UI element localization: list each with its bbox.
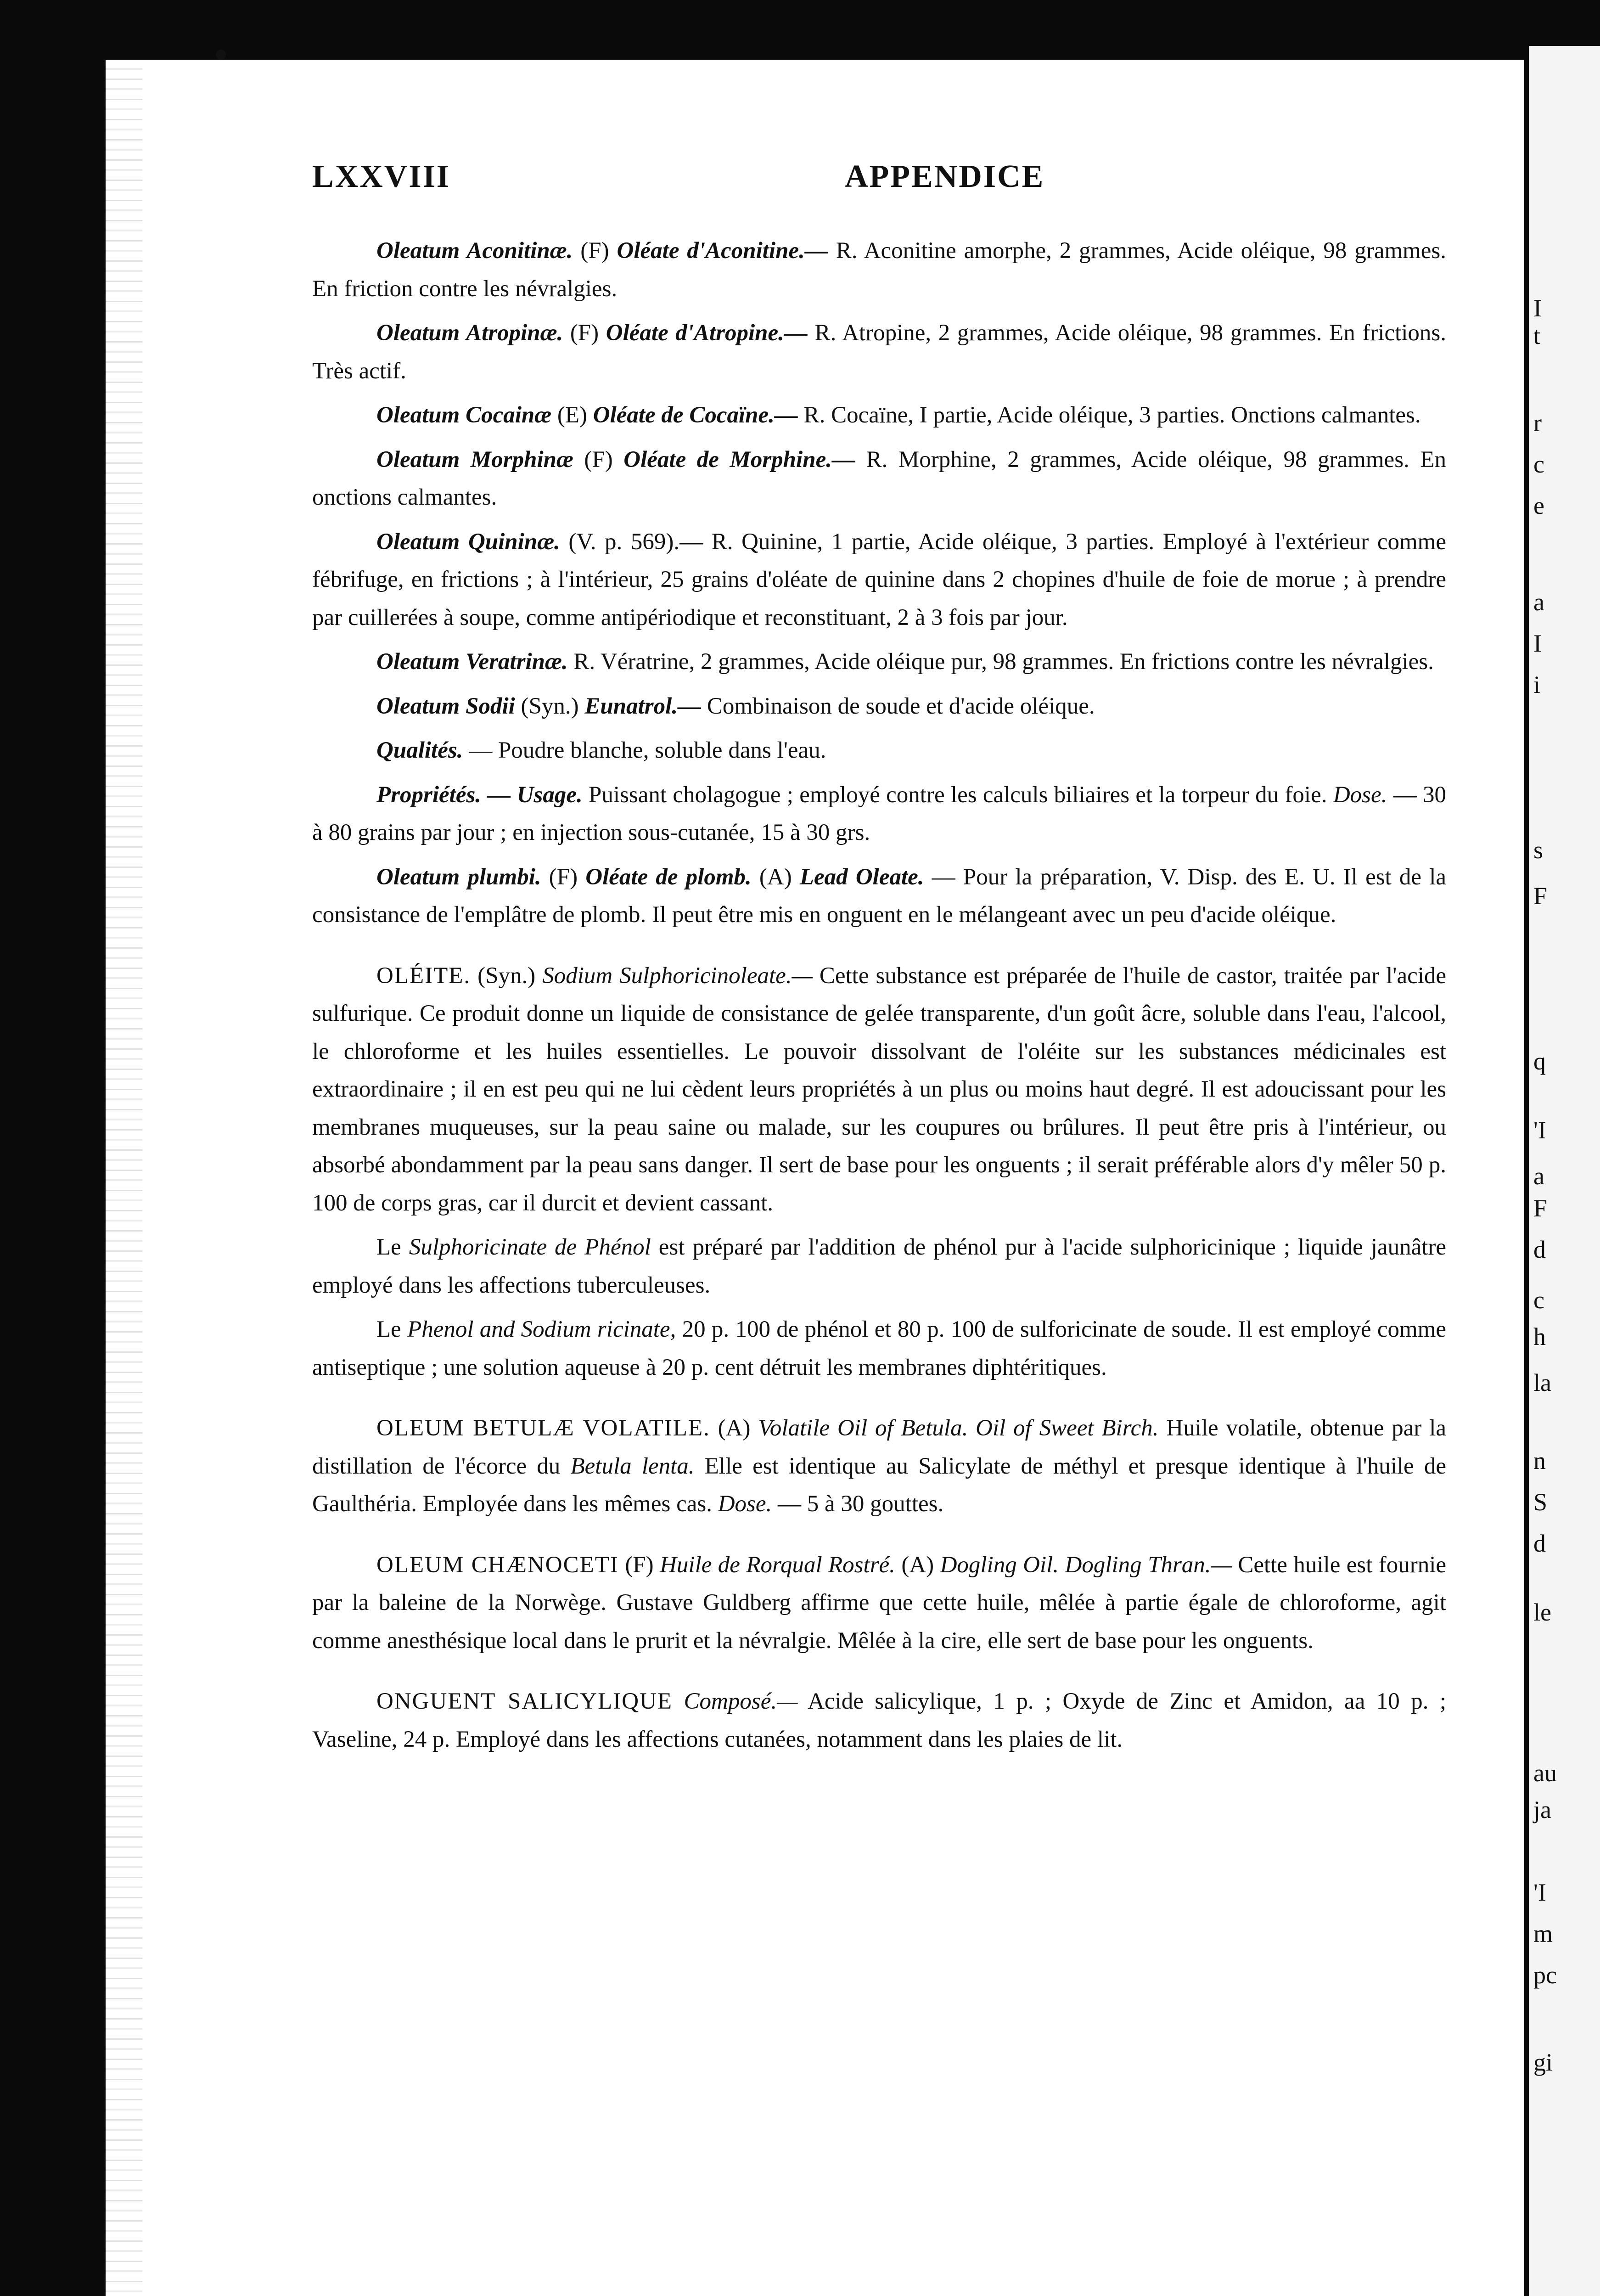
- entry-name: Oleatum Atropinæ.: [376, 320, 563, 346]
- facing-page-glyph: h: [1533, 1323, 1546, 1351]
- entry-code: (F): [584, 446, 613, 473]
- facing-page-glyph: n: [1533, 1447, 1546, 1474]
- entry-text: R. Atropine, 2 grammes, Acide oléique, 98 grammes. En frictions. Très actif.: [312, 320, 1447, 384]
- entry-text-continued: Elle est identique au Salicylate de méthyl et presque identique à l'huile de Gaulthéria. Employée dans les mêmes cas.: [312, 1453, 1447, 1517]
- entry-oleatum-atropinae: [312, 314, 1446, 390]
- facing-page-glyph: r: [1533, 409, 1542, 437]
- facing-page-glyph: 'I: [1533, 1116, 1546, 1144]
- entry-oleum-betulae: [312, 1409, 1446, 1523]
- facing-page-glyph: a: [1533, 588, 1544, 616]
- entry-name: OLÉITE.: [376, 962, 471, 989]
- entry-botanical-name: Betula lenta.: [570, 1453, 695, 1479]
- entry-text: R. Cocaïne, I partie, Acide oléique, 3 parties. Onctions calmantes.: [803, 402, 1421, 428]
- facing-page-glyph: s: [1533, 836, 1544, 864]
- entry-name: ONGUENT SALICYLIQUE: [376, 1688, 673, 1714]
- running-title: APPENDICE: [845, 159, 1045, 194]
- facing-page-glyph: I: [1533, 294, 1542, 322]
- entry-text: R. Vératrine, 2 grammes, Acide oléique pur, 98 grammes. En frictions contre les névralgies.: [573, 649, 1434, 675]
- entry-text: Cette substance est préparée de l'huile de castor, traitée par l'acide sulfurique. Ce produit donne un liquide de consistance de gelée transparente, d'un goût âcre, soluble dans l'eau, l'alcool, le chloroforme et les huiles essentielles. Le pouvoir dissolvant de l'oléite sur les substances médicinales est extraordinaire ; il en est peu qui ne lui cèdent leurs propriétés à un plus ou moins haut degré. Il est adoucissant pour les membranes muqueuses, sur la peau saine ou malade, sur les coupures ou brûlures. Il peut être pris à l'intérieur, ou absorbé abondamment par la peau sans danger. Il sert de base pour les onguents ; il serait préférable alors d'y mêler 50 p. 100 de corps gras, car il durcit et devient cassant.: [312, 962, 1447, 1216]
- facing-page-glyph: 'I: [1533, 1879, 1546, 1906]
- entry-code: (F): [549, 864, 578, 890]
- facing-page-glyph: a: [1533, 1162, 1544, 1190]
- facing-page-glyph: q: [1533, 1047, 1546, 1075]
- facing-page-glyph: ja: [1533, 1796, 1551, 1823]
- facing-page-glyph: c: [1533, 1286, 1544, 1314]
- entry-synonym: Sodium Sulphoricinoleate.—: [542, 962, 813, 989]
- entry-name: Oleatum Morphinæ: [376, 446, 573, 473]
- ink-dot: [216, 50, 226, 60]
- dose-label: Dose.: [718, 1491, 772, 1517]
- entry-french-name: Oléate d'Atropine.—: [606, 320, 808, 346]
- dose-text: — 30 à 80 grains par jour ; en injection sous-cutanée, 15 à 30 grs.: [312, 782, 1447, 845]
- facing-page-glyph: d: [1533, 1530, 1546, 1557]
- entry-french-name: Oléate de Cocaïne.—: [593, 402, 798, 428]
- entry-code-english: (A): [901, 1552, 934, 1578]
- entry-lead: Le: [376, 1234, 401, 1260]
- facing-page-glyph: au: [1533, 1759, 1557, 1787]
- entry-oleatum-cocainae: [312, 396, 1446, 434]
- entry-english-name: Lead Oleate.: [799, 864, 924, 890]
- entry-name: Qualités.: [376, 737, 463, 763]
- entry-name: Oleatum Aconitinæ.: [376, 238, 573, 264]
- entry-text: Combinaison de soude et d'acide oléique.: [707, 693, 1095, 719]
- entry-text: R. Quinine, 1 partie, Acide oléique, 3 parties. Employé à l'extérieur comme fébrifuge, en frictions ; à l'intérieur, 25 grains d'oléate de quinine dans 2 chopines d'huile de foie de morue ; à prendre par cuillerées à soupe, comme antipériodique et reconstituant, 2 à 3 fois par jour.: [312, 529, 1446, 630]
- entry-name: OLEUM CHÆNOCETI: [376, 1552, 619, 1578]
- facing-page-glyph: pc: [1533, 1961, 1557, 1989]
- entry-name: Oleatum Veratrinæ.: [376, 649, 568, 675]
- entry-text: est préparé par l'addition de phénol pur à l'acide sulphoricinique ; liquide jaunâtre employé dans les affections tuberculeuses.: [312, 1234, 1447, 1298]
- entry-code: (E): [557, 402, 587, 428]
- facing-page-edge: [1529, 46, 1600, 2296]
- facing-page-glyph: m: [1533, 1920, 1553, 1947]
- entry-french-name: Oléate de plomb.: [585, 864, 752, 890]
- entry-code: (F): [570, 320, 599, 346]
- entry-english-name: Dogling Oil. Dogling Thran.—: [940, 1552, 1232, 1578]
- page-number: LXXVIII: [312, 159, 451, 194]
- facing-page-glyph: i: [1533, 671, 1541, 698]
- entry-oleum-chaenoceti: [312, 1546, 1446, 1660]
- entry-name: Oleatum Quininæ.: [376, 529, 560, 555]
- entry-sulphoricinate-phenol: [312, 1228, 1446, 1304]
- entry-proprietes: [312, 776, 1446, 852]
- facing-page-glyph: t: [1533, 322, 1541, 349]
- entry-oleatum-quininae: [312, 523, 1446, 637]
- entry-french-name: Oléate de Morphine.—: [623, 446, 855, 473]
- dose-label: Dose.: [1333, 782, 1387, 808]
- entry-text: 20 p. 100 de phénol et 80 p. 100 de sulforicinate de soude. Il est employé comme antiseptique ; une solution aqueuse à 20 p. cent détruit les membranes diphtéritiques.: [312, 1317, 1446, 1380]
- facing-page-glyph: I: [1533, 630, 1542, 657]
- entry-text: — Pour la préparation, V. Disp. des E. U. Il est de la consistance de l'emplâtre de plomb. Il peut être mis en onguent en le mélangeant avec un peu d'acide oléique.: [312, 864, 1447, 928]
- entry-oleatum-sodii: [312, 687, 1446, 726]
- entry-phenol-sodium-ricinate: [312, 1311, 1446, 1386]
- entry-name: Sulphoricinate de Phénol: [409, 1234, 651, 1260]
- page-body: [312, 232, 1446, 1765]
- facing-page-glyph: gi: [1533, 2048, 1553, 2076]
- entry-name: OLEUM BETULÆ VOLATILE.: [376, 1415, 710, 1441]
- facing-page-glyph: le: [1533, 1598, 1551, 1626]
- entry-french-name: Oléate d'Aconitine.—: [617, 238, 828, 264]
- facing-page-glyph: S: [1533, 1488, 1548, 1516]
- facing-page-glyph: F: [1533, 882, 1548, 910]
- entry-code-english: (A): [759, 864, 792, 890]
- entry-text: — Poudre blanche, soluble dans l'eau.: [469, 737, 826, 763]
- entry-oleatum-veratrinae: [312, 643, 1446, 681]
- entry-qualites: [312, 732, 1446, 770]
- facing-page-glyph: e: [1533, 492, 1544, 519]
- entry-lead: Le: [376, 1317, 401, 1342]
- entry-name: Phenol and Sodium ricinate,: [407, 1317, 676, 1342]
- entry-oleatum-aconitinae: [312, 232, 1446, 308]
- entry-name: Propriétés. — Usage.: [376, 782, 583, 808]
- entry-text: Acide salicylique, 1 p. ; Oxyde de Zinc et Amidon, aa 10 p. ; Vaseline, 24 p. Employé dans les affections cutanées, notamment dans les plaies de lit.: [312, 1688, 1447, 1752]
- entry-code: (A): [718, 1415, 751, 1441]
- entry-french-name: Eunatrol.—: [584, 693, 702, 719]
- entry-code: (F): [580, 238, 609, 264]
- page-header: [312, 158, 1428, 200]
- entry-french-name: Huile de Rorqual Rostré.: [660, 1552, 895, 1578]
- entry-text: Huile volatile, obtenue par la distillation de l'écorce du: [312, 1415, 1447, 1479]
- entry-text: Puissant cholagogue ; employé contre les calculs biliaires et la torpeur du foie.: [589, 782, 1327, 808]
- entry-name: Oleatum Cocainæ: [376, 402, 552, 428]
- facing-page-glyph: la: [1533, 1369, 1551, 1396]
- entry-code: (Syn.): [477, 962, 536, 989]
- facing-page-glyph: F: [1533, 1194, 1548, 1222]
- entry-english-name: Volatile Oil of Betula. Oil of Sweet Birch.: [758, 1415, 1159, 1441]
- entry-oleatum-morphinae: [312, 441, 1446, 517]
- facing-page-glyph: d: [1533, 1236, 1546, 1263]
- entry-name: Oleatum Sodii: [376, 693, 515, 719]
- dose-text: — 5 à 30 gouttes.: [778, 1491, 944, 1517]
- entry-code: (V. p. 569).—: [568, 529, 703, 555]
- facing-page-glyph: c: [1533, 450, 1544, 478]
- page-edge-shadow: [106, 60, 142, 2296]
- entry-code: (Syn.): [521, 693, 579, 719]
- entry-text: Cette huile est fournie par la baleine de la Norwège. Gustave Guldberg affirme que cette huile, mêlée à partie égale de chloroforme, agit comme anesthésique local dans le prurit et la névralgie. Mêlée à la cire, elle sert de base pour les onguents.: [312, 1552, 1447, 1654]
- entry-code: (F): [625, 1552, 654, 1578]
- entry-qualifier: Composé.—: [684, 1688, 798, 1714]
- entry-oleite: [312, 957, 1446, 1222]
- entry-name: Oleatum plumbi.: [376, 864, 541, 890]
- entry-text: R. Morphine, 2 grammes, Acide oléique, 98 grammes. En onctions calmantes.: [312, 446, 1447, 510]
- entry-text: R. Aconitine amorphe, 2 grammes, Acide oléique, 98 grammes. En friction contre les névralgies.: [312, 238, 1447, 302]
- entry-onguent-salicylique: [312, 1683, 1446, 1758]
- entry-oleatum-plumbi: [312, 858, 1446, 934]
